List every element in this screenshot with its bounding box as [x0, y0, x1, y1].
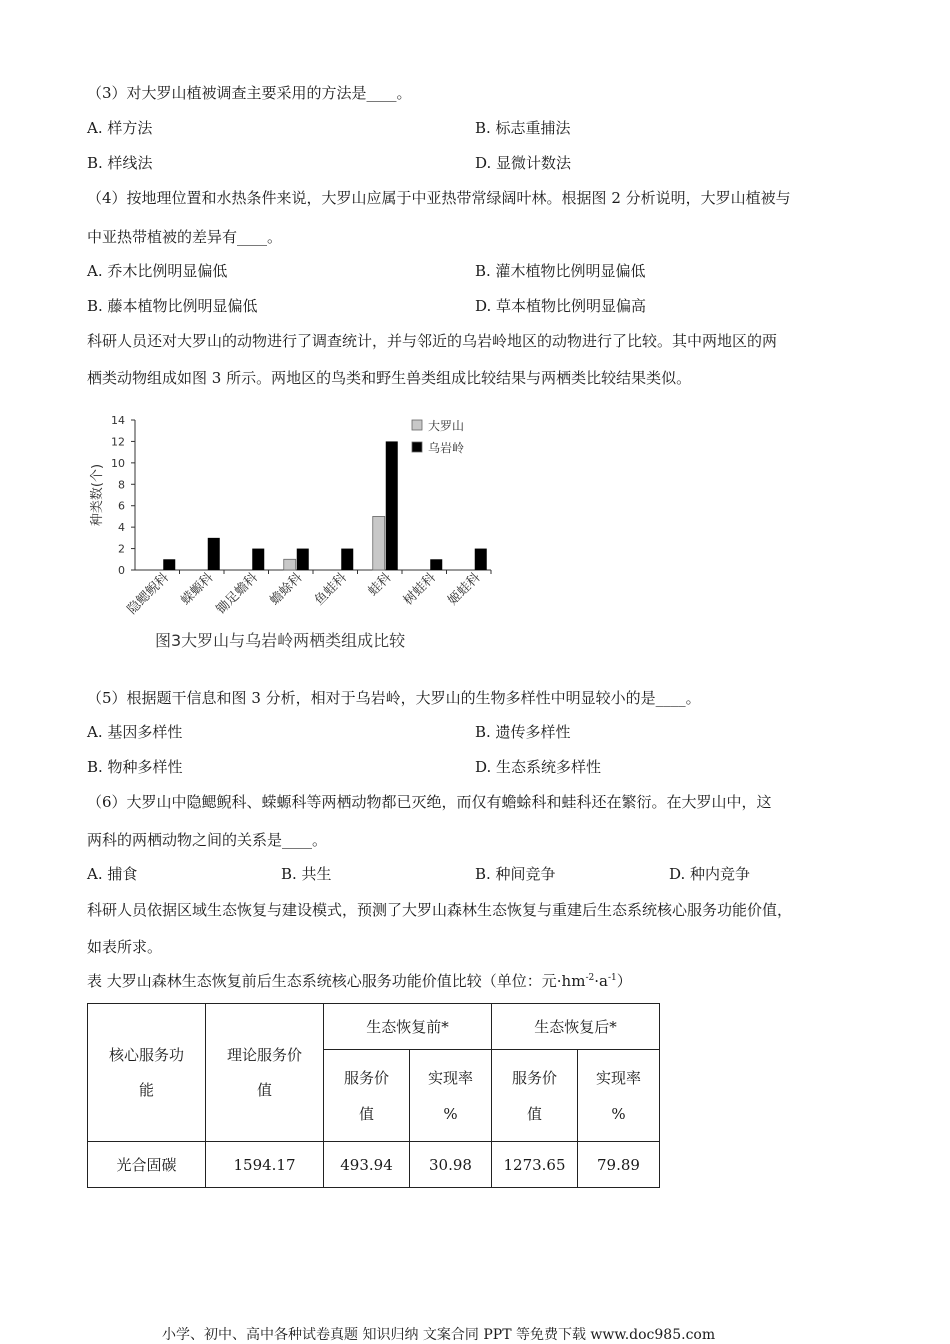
y-axis-label: 种类数(个) — [90, 463, 105, 527]
q4-option-d: D. 草本植物比例明显偏高 — [475, 297, 647, 315]
figure3-svg — [85, 408, 505, 658]
x-tick-label: 锄足蟾科 — [213, 570, 262, 618]
header-before-value: 服务价 值 — [324, 1050, 410, 1142]
legend-label: 乌岩岭 — [428, 441, 465, 455]
intro1-line1: 科研人员还对大罗山的动物进行了调查统计，并与邻近的乌岩岭地区的动物进行了比较。其中两地区的两 — [87, 332, 778, 350]
q3-option-a: A. 样方法 — [87, 119, 153, 137]
intro1-line2: 栖类动物组成如图 3 所示。两地区的鸟类和野生兽类组成比较结果与两栖类比较结果类似。 — [87, 369, 692, 387]
cell-before-rate: 30.98 — [410, 1142, 492, 1188]
y-tick-label: 12 — [111, 435, 125, 449]
cell-function: 光合固碳 — [88, 1142, 206, 1188]
table-row — [88, 1142, 660, 1188]
header-after-value: 服务价 值 — [492, 1050, 578, 1142]
header-before: 生态恢复前* — [324, 1004, 492, 1050]
y-tick-label: 4 — [118, 521, 125, 535]
service-value-table — [87, 1003, 660, 1188]
bar-乌岩岭 — [475, 549, 487, 570]
bar-大罗山 — [284, 559, 296, 570]
y-tick-label: 14 — [111, 414, 125, 427]
bar-乌岩岭 — [208, 538, 220, 570]
cell-after-value: 1273.65 — [492, 1142, 578, 1188]
q4-option-b: B. 灌木植物比例明显偏低 — [475, 262, 646, 280]
header-theory-value: 理论服务价 值 — [206, 1004, 324, 1142]
q3-option-b: B. 标志重捕法 — [475, 119, 571, 137]
y-tick-label: 8 — [118, 478, 125, 492]
q5-option-c: B. 物种多样性 — [87, 758, 183, 776]
q4-option-c: B. 藤本植物比例明显偏低 — [87, 297, 258, 315]
y-tick-label: 0 — [118, 564, 125, 577]
header-after: 生态恢复后* — [492, 1004, 660, 1050]
q3-stem: （3）对大罗山植被调查主要采用的方法是____。 — [87, 84, 412, 102]
bar-乌岩岭 — [430, 559, 442, 570]
q6-stem-line2: 两科的两栖动物之间的关系是____。 — [87, 831, 328, 849]
x-tick-label: 树蛙科 — [400, 570, 440, 609]
bar-乌岩岭 — [386, 441, 398, 570]
y-tick-label: 10 — [111, 456, 125, 470]
bar-乌岩岭 — [252, 549, 264, 570]
cell-after-rate: 79.89 — [578, 1142, 660, 1188]
q6-option-a: A. 捕食 — [87, 865, 138, 883]
bar-乌岩岭 — [163, 559, 175, 570]
bar-乌岩岭 — [297, 549, 309, 570]
legend-swatch — [412, 420, 422, 430]
legend-swatch — [412, 442, 422, 452]
q6-stem-line1: （6）大罗山中隐鳃鲵科、蝾螈科等两栖动物都已灭绝，而仅有蟾蜍科和蛙科还在繁衍。在大罗山中，这 — [87, 793, 772, 811]
x-tick-label: 隐鳃鲵科 — [124, 570, 173, 618]
x-tick-label: 姬蛙科 — [445, 570, 484, 609]
x-tick-label: 蟾蜍科 — [267, 570, 306, 609]
x-tick-label: 鱼蛙科 — [311, 570, 351, 609]
q6-option-b: B. 共生 — [281, 865, 332, 883]
figure3-chart — [85, 408, 505, 658]
q4-stem-line1: （4）按地理位置和水热条件来说，大罗山应属于中亚热带常绿阔叶林。根据图 2 分析说明，大罗山植被与 — [87, 189, 791, 207]
q5-option-d: D. 生态系统多样性 — [475, 758, 602, 776]
q3-option-c: B. 样线法 — [87, 154, 153, 172]
intro2-line1: 科研人员依据区域生态恢复与建设模式，预测了大罗山森林生态恢复与重建后生态系统核心服务功能价值， — [87, 901, 793, 919]
cell-before-value: 493.94 — [324, 1142, 410, 1188]
q6-option-d: D. 种内竞争 — [669, 865, 751, 883]
cell-theory: 1594.17 — [206, 1142, 324, 1188]
header-before-rate: 实现率 % — [410, 1050, 492, 1142]
header-function: 核心服务功 能 — [88, 1004, 206, 1142]
legend-label: 大罗山 — [428, 419, 465, 433]
intro2-line2: 如表所求。 — [87, 938, 163, 956]
q5-option-a: A. 基因多样性 — [87, 723, 183, 741]
q4-stem-line2: 中亚热带植被的差异有____。 — [87, 228, 283, 246]
q3-option-d: D. 显微计数法 — [475, 154, 572, 172]
header-after-rate: 实现率 % — [578, 1050, 660, 1142]
bar-乌岩岭 — [341, 549, 353, 570]
table-caption: 表 大罗山森林生态恢复前后生态系统核心服务功能价值比较（单位：元$\cdot hm^{-2}\cdot a^{-1}$） — [87, 972, 632, 990]
q5-option-b: B. 遗传多样性 — [475, 723, 571, 741]
chart-title: 图3大罗山与乌岩岭两栖类组成比较 — [155, 631, 406, 650]
y-tick-label: 6 — [118, 499, 125, 513]
x-tick-label: 蝾螈科 — [178, 570, 217, 609]
q6-option-c: B. 种间竞争 — [475, 865, 556, 883]
q4-option-a: A. 乔木比例明显偏低 — [87, 262, 228, 280]
q5-stem: （5）根据题干信息和图 3 分析，相对于乌岩岭，大罗山的生物多样性中明显较小的是____。 — [87, 689, 701, 707]
x-tick-label: 蛙科 — [365, 570, 395, 600]
page-footer: 小学、初中、高中各种试卷真题 知识归纳 文案合同 PPT 等免费下载 www.doc985.com — [162, 1327, 716, 1343]
y-tick-label: 2 — [118, 542, 125, 556]
bar-大罗山 — [373, 516, 385, 570]
